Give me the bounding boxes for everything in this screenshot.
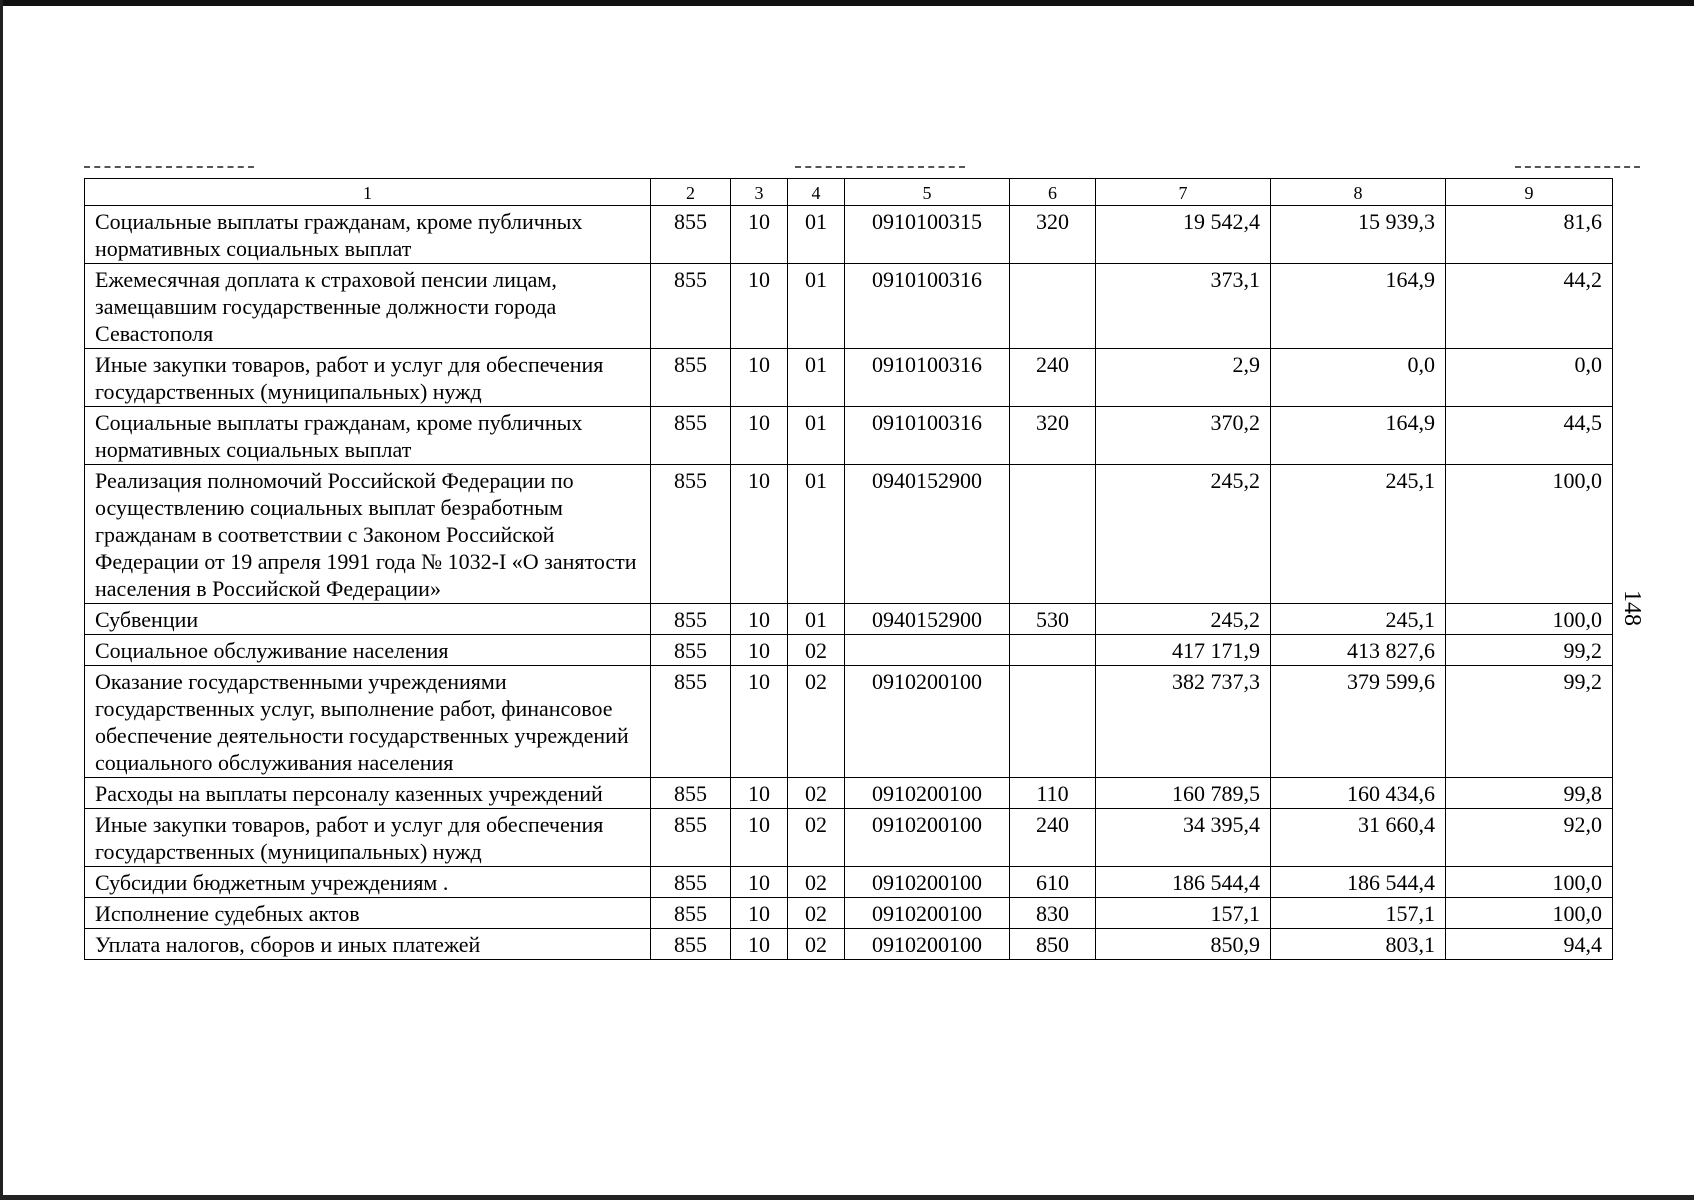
subsection-cell: 02: [788, 635, 845, 666]
plan-amount-cell: 850,9: [1096, 929, 1271, 960]
subsection-cell: 02: [788, 666, 845, 778]
column-number-row: [85, 179, 1613, 206]
execution-percent-cell: 81,6: [1446, 206, 1613, 264]
target-article-cell: 0910100316: [845, 349, 1010, 407]
section-cell: 10: [731, 867, 788, 898]
plan-amount-cell: 245,2: [1096, 465, 1271, 604]
target-article-cell: 0910100316: [845, 407, 1010, 465]
page-number: 148: [1619, 590, 1645, 626]
section-cell: 10: [731, 929, 788, 960]
executed-amount-cell: 164,9: [1271, 264, 1446, 349]
section-cell: 10: [731, 349, 788, 407]
plan-amount-cell: 382 737,3: [1096, 666, 1271, 778]
admin-code-cell: 855: [651, 867, 731, 898]
execution-percent-cell: 92,0: [1446, 809, 1613, 867]
admin-code-cell: 855: [651, 809, 731, 867]
admin-code-cell: 855: [651, 898, 731, 929]
subsection-cell: 02: [788, 778, 845, 809]
header-rule-fragment: [1515, 166, 1640, 168]
target-article-cell: 0910200100: [845, 898, 1010, 929]
table-row: [85, 635, 1613, 666]
table-row: [85, 206, 1613, 264]
column-number: 5: [845, 179, 1010, 206]
column-number: 8: [1271, 179, 1446, 206]
table-row: [85, 465, 1613, 604]
plan-amount-cell: 245,2: [1096, 604, 1271, 635]
execution-percent-cell: 99,2: [1446, 635, 1613, 666]
plan-amount-cell: 34 395,4: [1096, 809, 1271, 867]
expense-type-cell: [1010, 264, 1096, 349]
subsection-cell: 01: [788, 264, 845, 349]
admin-code-cell: 855: [651, 264, 731, 349]
execution-percent-cell: 100,0: [1446, 465, 1613, 604]
table-row: [85, 809, 1613, 867]
scan-left-edge: [0, 0, 3, 1200]
row-description: Уплата налогов, сборов и иных платежей: [85, 929, 651, 960]
admin-code-cell: 855: [651, 349, 731, 407]
executed-amount-cell: 164,9: [1271, 407, 1446, 465]
subsection-cell: 01: [788, 349, 845, 407]
expense-type-cell: 530: [1010, 604, 1096, 635]
target-article-cell: 0940152900: [845, 604, 1010, 635]
plan-amount-cell: 417 171,9: [1096, 635, 1271, 666]
executed-amount-cell: 245,1: [1271, 465, 1446, 604]
executed-amount-cell: 803,1: [1271, 929, 1446, 960]
header-rule-fragment: [84, 166, 254, 168]
table-body: [85, 179, 1613, 960]
budget-table: [84, 178, 1613, 960]
section-cell: 10: [731, 604, 788, 635]
expense-type-cell: 240: [1010, 349, 1096, 407]
section-cell: 10: [731, 465, 788, 604]
executed-amount-cell: 245,1: [1271, 604, 1446, 635]
executed-amount-cell: 0,0: [1271, 349, 1446, 407]
target-article-cell: 0910100315: [845, 206, 1010, 264]
execution-percent-cell: 0,0: [1446, 349, 1613, 407]
execution-percent-cell: 100,0: [1446, 867, 1613, 898]
scan-top-edge: [0, 0, 1694, 6]
expense-type-cell: [1010, 465, 1096, 604]
executed-amount-cell: 157,1: [1271, 898, 1446, 929]
admin-code-cell: 855: [651, 604, 731, 635]
table-row: [85, 778, 1613, 809]
admin-code-cell: 855: [651, 666, 731, 778]
table-row: [85, 349, 1613, 407]
admin-code-cell: 855: [651, 929, 731, 960]
execution-percent-cell: 99,8: [1446, 778, 1613, 809]
admin-code-cell: 855: [651, 407, 731, 465]
section-cell: 10: [731, 206, 788, 264]
subsection-cell: 02: [788, 867, 845, 898]
section-cell: 10: [731, 407, 788, 465]
target-article-cell: 0910200100: [845, 666, 1010, 778]
table-row: [85, 929, 1613, 960]
table-row: [85, 604, 1613, 635]
admin-code-cell: 855: [651, 206, 731, 264]
expense-type-cell: 850: [1010, 929, 1096, 960]
row-description: Иные закупки товаров, работ и услуг для обеспечения государственных (муниципальных) нужд: [85, 349, 651, 407]
target-article-cell: 0910100316: [845, 264, 1010, 349]
executed-amount-cell: 160 434,6: [1271, 778, 1446, 809]
section-cell: 10: [731, 898, 788, 929]
plan-amount-cell: 19 542,4: [1096, 206, 1271, 264]
target-article-cell: 0940152900: [845, 465, 1010, 604]
plan-amount-cell: 157,1: [1096, 898, 1271, 929]
expense-type-cell: 240: [1010, 809, 1096, 867]
subsection-cell: 01: [788, 604, 845, 635]
expense-type-cell: [1010, 666, 1096, 778]
plan-amount-cell: 373,1: [1096, 264, 1271, 349]
row-description: Расходы на выплаты персоналу казенных учреждений: [85, 778, 651, 809]
admin-code-cell: 855: [651, 465, 731, 604]
expense-type-cell: 830: [1010, 898, 1096, 929]
row-description: Реализация полномочий Российской Федерации по осуществлению социальных выплат безработным гражданам в соответствии с Законом Российской Федерации от 19 апреля 1991 года № 1032-I «О занятости населения в Российской Федерации»: [85, 465, 651, 604]
row-description: Социальное обслуживание населения: [85, 635, 651, 666]
plan-amount-cell: 186 544,4: [1096, 867, 1271, 898]
executed-amount-cell: 186 544,4: [1271, 867, 1446, 898]
target-article-cell: 0910200100: [845, 778, 1010, 809]
execution-percent-cell: 44,5: [1446, 407, 1613, 465]
target-article-cell: 0910200100: [845, 929, 1010, 960]
table-row: [85, 666, 1613, 778]
row-description: Оказание государственными учреждениями государственных услуг, выполнение работ, финансовое обеспечение деятельности государственных учреждений социального обслуживания населения: [85, 666, 651, 778]
subsection-cell: 02: [788, 809, 845, 867]
section-cell: 10: [731, 809, 788, 867]
executed-amount-cell: 379 599,6: [1271, 666, 1446, 778]
row-description: Иные закупки товаров, работ и услуг для обеспечения государственных (муниципальных) нужд: [85, 809, 651, 867]
row-description: Субвенции: [85, 604, 651, 635]
column-number: 4: [788, 179, 845, 206]
column-number: 2: [651, 179, 731, 206]
column-number: 9: [1446, 179, 1613, 206]
admin-code-cell: 855: [651, 778, 731, 809]
expense-type-cell: [1010, 635, 1096, 666]
subsection-cell: 01: [788, 465, 845, 604]
expense-type-cell: 610: [1010, 867, 1096, 898]
column-number: 1: [85, 179, 651, 206]
admin-code-cell: 855: [651, 635, 731, 666]
column-number: 7: [1096, 179, 1271, 206]
column-number: 6: [1010, 179, 1096, 206]
target-article-cell: 0910200100: [845, 867, 1010, 898]
table-row: [85, 898, 1613, 929]
header-rule-fragment: [795, 166, 965, 168]
executed-amount-cell: 31 660,4: [1271, 809, 1446, 867]
scan-bottom-edge: [0, 1195, 1694, 1200]
plan-amount-cell: 160 789,5: [1096, 778, 1271, 809]
table-row: [85, 407, 1613, 465]
target-article-cell: [845, 635, 1010, 666]
executed-amount-cell: 15 939,3: [1271, 206, 1446, 264]
execution-percent-cell: 99,2: [1446, 666, 1613, 778]
subsection-cell: 01: [788, 206, 845, 264]
execution-percent-cell: 44,2: [1446, 264, 1613, 349]
row-description: Исполнение судебных актов: [85, 898, 651, 929]
subsection-cell: 01: [788, 407, 845, 465]
row-description: Социальные выплаты гражданам, кроме публичных нормативных социальных выплат: [85, 407, 651, 465]
target-article-cell: 0910200100: [845, 809, 1010, 867]
column-number: 3: [731, 179, 788, 206]
execution-percent-cell: 100,0: [1446, 898, 1613, 929]
executed-amount-cell: 413 827,6: [1271, 635, 1446, 666]
subsection-cell: 02: [788, 929, 845, 960]
row-description: Субсидии бюджетным учреждениям .: [85, 867, 651, 898]
section-cell: 10: [731, 635, 788, 666]
table-row: [85, 264, 1613, 349]
plan-amount-cell: 370,2: [1096, 407, 1271, 465]
expense-type-cell: 110: [1010, 778, 1096, 809]
section-cell: 10: [731, 264, 788, 349]
expense-type-cell: 320: [1010, 206, 1096, 264]
row-description: Ежемесячная доплата к страховой пенсии лицам, замещавшим государственные должности города Севастополя: [85, 264, 651, 349]
section-cell: 10: [731, 778, 788, 809]
execution-percent-cell: 100,0: [1446, 604, 1613, 635]
table-row: [85, 867, 1613, 898]
section-cell: 10: [731, 666, 788, 778]
row-description: Социальные выплаты гражданам, кроме публичных нормативных социальных выплат: [85, 206, 651, 264]
execution-percent-cell: 94,4: [1446, 929, 1613, 960]
expense-type-cell: 320: [1010, 407, 1096, 465]
subsection-cell: 02: [788, 898, 845, 929]
plan-amount-cell: 2,9: [1096, 349, 1271, 407]
